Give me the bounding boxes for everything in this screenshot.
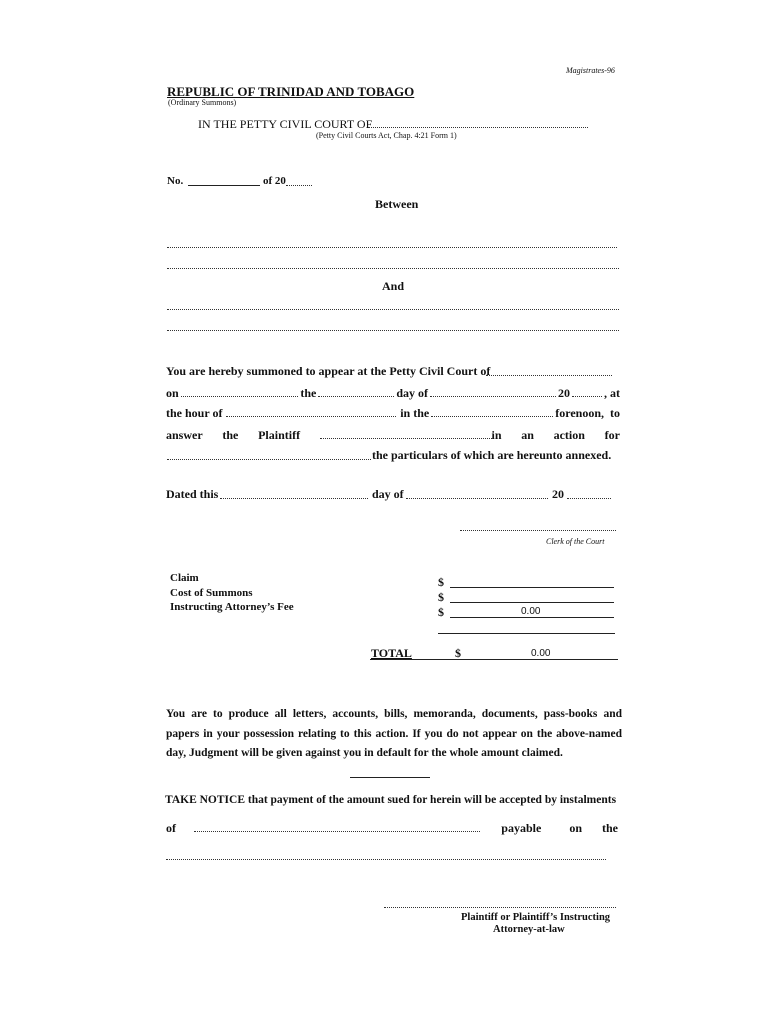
instalment-line: [166, 821, 618, 836]
claim-amount-field[interactable]: [450, 587, 614, 588]
total-value[interactable]: 0.00: [531, 648, 551, 659]
year-label: 20: [558, 386, 570, 400]
total-currency: $: [455, 646, 461, 660]
defendant-line-2[interactable]: [167, 330, 619, 331]
court-name-blank[interactable]: [368, 127, 588, 128]
attorney-fee-field: [450, 617, 614, 618]
and-label: And: [382, 279, 405, 293]
form-code: Magistrates-96: [566, 66, 615, 75]
in-label: in: [491, 428, 502, 442]
dated-year-label: 20: [552, 487, 564, 501]
the-label: the: [300, 386, 317, 400]
plaintiff-label: Plaintiff: [258, 428, 301, 442]
produce-documents-notice: You are to produce all letters, accounts, bills, memoranda, documents, pass-books and papers in your possession relating to this action. If you do not appear on the above-named day, Judgment will be given against you in default for the whole amount claimed.: [166, 708, 622, 759]
plaintiff-line-1[interactable]: [167, 247, 617, 248]
case-year-blank[interactable]: [286, 185, 312, 186]
between-label: Between: [375, 197, 419, 211]
summons-cost-currency: $: [438, 590, 444, 604]
dated-this-label: Dated this: [166, 487, 219, 501]
an-label: an: [521, 428, 534, 442]
answer-label: answer: [166, 428, 203, 442]
instalment-amount-blank[interactable]: [194, 823, 480, 832]
action-type-blank[interactable]: [167, 459, 371, 460]
date-day-blank[interactable]: [318, 388, 394, 397]
clerk-caption: Clerk of the Court: [546, 537, 605, 546]
action-label: action: [553, 428, 585, 442]
dated-month-blank[interactable]: [406, 498, 548, 499]
clerk-signature-line[interactable]: [460, 530, 616, 531]
weekday-blank[interactable]: [181, 388, 299, 397]
on-label-2: on: [569, 821, 582, 835]
instalment-schedule-blank[interactable]: [166, 859, 606, 860]
take-notice-text: TAKE NOTICE that payment of the amount sued for herein will be accepted by instalments: [165, 794, 617, 806]
subtotal-rule: [438, 633, 615, 634]
case-year-label: of 20: [263, 175, 286, 187]
dated-year-blank[interactable]: [567, 498, 611, 499]
payable-label: payable: [501, 821, 542, 835]
court-location-blank[interactable]: [486, 375, 612, 376]
signature-caption-2: Attorney-at-law: [493, 924, 565, 935]
summons-line-4: [166, 428, 620, 443]
summons-line-2: [166, 386, 620, 401]
total-underline: [370, 659, 618, 660]
republic-heading: REPUBLIC OF TRINIDAD AND TOBAGO: [167, 84, 415, 99]
attorney-fee-label: Instructing Attorney’s Fee: [170, 601, 294, 613]
court-of-heading: IN THE PETTY CIVIL COURT OF: [198, 117, 373, 131]
act-reference: (Petty Civil Courts Act, Chap. 4:21 Form 1): [316, 131, 457, 140]
attorney-fee-currency: $: [438, 605, 444, 619]
hour-blank[interactable]: [226, 408, 396, 417]
at-label: , at: [604, 386, 620, 400]
summons-type: (Ordinary Summons): [168, 98, 237, 107]
plaintiff-line-2[interactable]: [167, 268, 619, 269]
plaintiff-signature-line[interactable]: [384, 907, 616, 908]
the-label-2: the: [222, 428, 239, 442]
attorney-fee-value[interactable]: 0.00: [521, 606, 541, 617]
defendant-line-1[interactable]: [167, 309, 619, 310]
of-label: of: [166, 821, 176, 835]
to-label: to: [610, 406, 620, 420]
for-label: for: [604, 428, 620, 442]
time-of-day-blank[interactable]: [431, 408, 553, 417]
year-blank[interactable]: [572, 388, 602, 397]
total-label: TOTAL: [371, 646, 412, 660]
case-no-blank[interactable]: [188, 185, 260, 186]
dated-day-of-label: day of: [372, 487, 404, 501]
signature-caption-1: Plaintiff or Plaintiff’s Instructing: [461, 912, 611, 923]
cost-of-summons-label: Cost of Summons: [170, 587, 253, 599]
in-the-label: in the: [400, 406, 430, 420]
summons-line-1: You are hereby summoned to appear at the Petty Civil Court of: [166, 364, 491, 378]
month-blank[interactable]: [430, 388, 556, 397]
summons-line-5: the particulars of which are hereunto annexed.: [372, 448, 612, 462]
on-label: on: [166, 386, 179, 400]
summons-line-3: [166, 406, 620, 421]
plaintiff-name-blank[interactable]: [320, 430, 492, 439]
summons-cost-field[interactable]: [450, 602, 614, 603]
forenoon-label: forenoon,: [555, 406, 604, 420]
dated-day-blank[interactable]: [220, 498, 368, 499]
day-of-label: day of: [396, 386, 428, 400]
the-label-3: the: [602, 821, 618, 835]
hour-label: the hour of: [166, 406, 223, 420]
section-divider: [350, 777, 430, 778]
case-no-label: No.: [167, 175, 184, 187]
claim-label: Claim: [170, 572, 199, 584]
claim-currency: $: [438, 575, 444, 589]
